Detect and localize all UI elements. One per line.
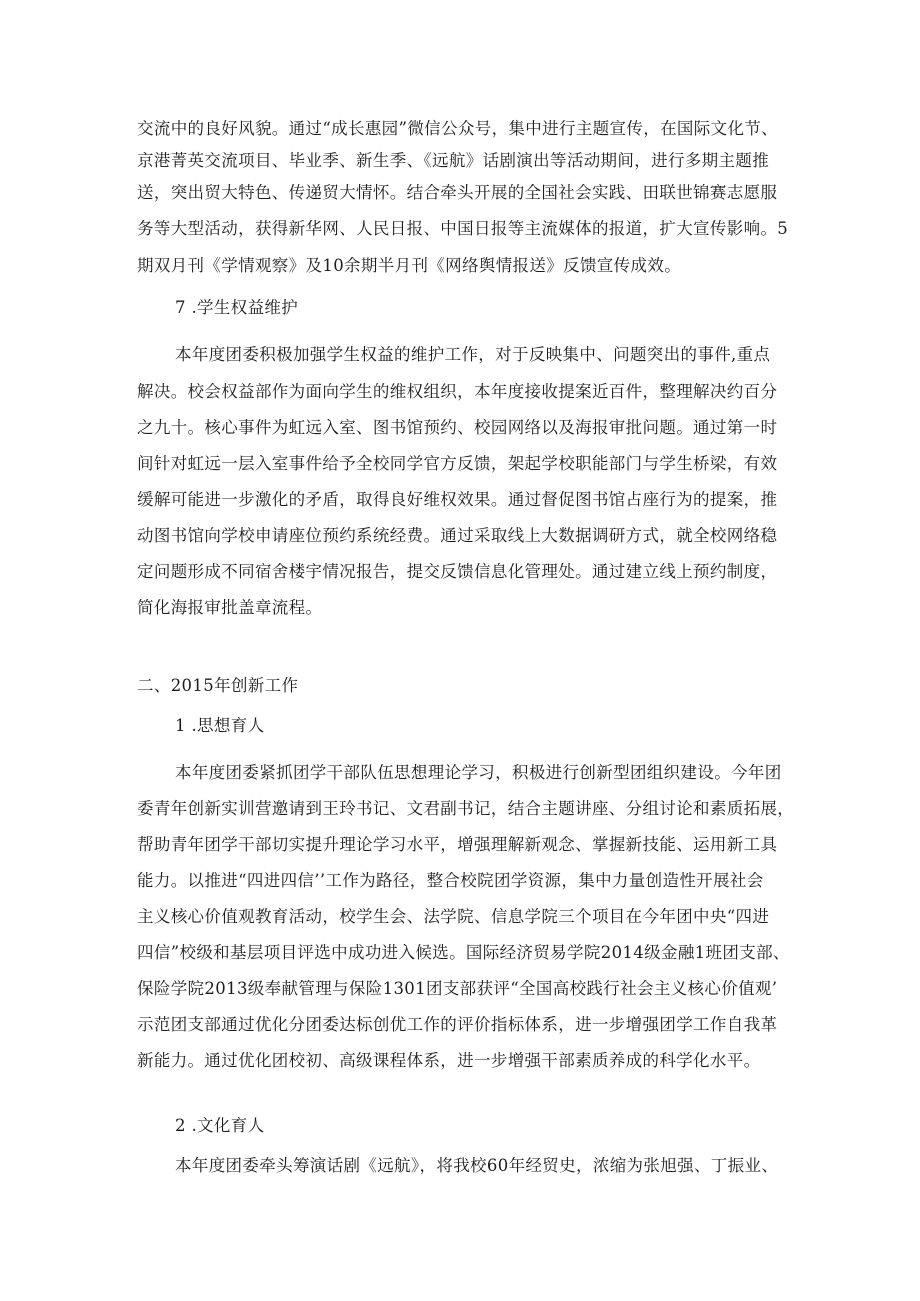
paragraph-1-line-1: 交流中的良好风貌。通过“成长惠园”微信公众号，集中进行主题宣传，在国际文化节、	[137, 119, 779, 138]
paragraph-2-line-6: 动图书馆向学校申请座位预约系统经费。通过采取线上大数据调研方式，就全校网络稳	[137, 526, 778, 545]
paragraph-3-line-9: 新能力。通过优化团校初、高级课程体系，进一步增强干部素质养成的科学化水平。	[137, 1051, 761, 1070]
paragraph-2-line-2: 解决。校会权益部作为面向学生的维权组织，本年度接收提案近百件，整理解决约百分	[137, 382, 778, 401]
heading-cultural-education: 2 .文化育人	[175, 1116, 265, 1135]
paragraph-1-line-5: 期双月刊《学情观察》及10余期半月刊《网络舆情报送》反馈宣传成效。	[137, 256, 682, 275]
heading-student-rights: 7 .学生权益维护	[175, 298, 299, 317]
paragraph-2-line-3: 之九十。核心事件为虹远入室、图书馆预约、校园网络以及海报审批问题。通过第一时	[137, 418, 778, 437]
paragraph-3-line-5: 主义核心价值观教育活动，校学生会、法学院、信息学院三个项目在今年团中央“四进	[137, 907, 770, 926]
paragraph-1-line-3: 送，突出贸大特色、传递贸大情怀。结合牵头开展的全国社会实践、田联世锦赛志愿服	[137, 183, 778, 202]
heading-ideological-education: 1 .思想育人	[175, 716, 265, 735]
paragraph-3-line-7: 保险学院2013级奉献管理与保险1301团支部获评“全国高校践行社会主义核心价值观’	[137, 979, 778, 998]
paragraph-4-line-1: 本年度团委牵头筹演话剧《远航》，将我校60年经贸史，浓缩为张旭强、丁振业、	[175, 1156, 779, 1175]
paragraph-1-line-2: 京港菁英交流项目、毕业季、新生季、《远航》话剧演出等活动期间，进行多期主题推	[137, 151, 770, 170]
section-title-innovation: 二、2015年创新工作	[137, 676, 299, 695]
paragraph-2-line-5: 缓解可能进一步激化的矛盾，取得良好维权效果。通过督促图书馆占座行为的提案，推	[137, 490, 778, 509]
paragraph-2-line-7: 定问题形成不同宿舍楼宇情况报告，提交反馈信息化管理处。通过建立线上预约制度，	[137, 562, 778, 581]
paragraph-3-line-1: 本年度团委紧抓团学干部队伍思想理论学习，积极进行创新型团组织建设。今年团	[175, 763, 782, 782]
paragraph-2-line-4: 间针对虹远一层入室事件给予全校同学官方反馈，架起学校职能部门与学生桥梁，有效	[137, 454, 778, 473]
paragraph-3-line-8: 示范团支部通过优化分团委达标创优工作的评价指标体系，进一步增强团学工作自我革	[137, 1015, 778, 1034]
paragraph-3-line-4: 能力。以推进“四进四信’’工作为路径，整合校院团学资源，集中力量创造性开展社会	[137, 871, 764, 890]
paragraph-1-line-4: 务等大型活动，获得新华网、人民日报、中国日报等主流媒体的报道，扩大宣传影响。5	[137, 219, 789, 238]
paragraph-2-line-8: 简化海报审批盖章流程。	[137, 598, 323, 617]
paragraph-3-line-6: 四信”校级和基层项目评选中成功进入候选。国际经济贸易学院2014级金融1班团支部、	[137, 943, 790, 962]
paragraph-2-line-1: 本年度团委积极加强学生权益的维护工作，对于反映集中、问题突出的事件,重点	[175, 345, 771, 364]
paragraph-3-line-2: 委青年创新实训营邀请到王玲书记、文君副书记，结合主题讲座、分组讨论和素质拓展，	[137, 799, 795, 818]
paragraph-3-line-3: 帮助青年团学干部切实提升理论学习水平，增强理解新观念、掌握新技能、运用新工具	[137, 835, 778, 854]
